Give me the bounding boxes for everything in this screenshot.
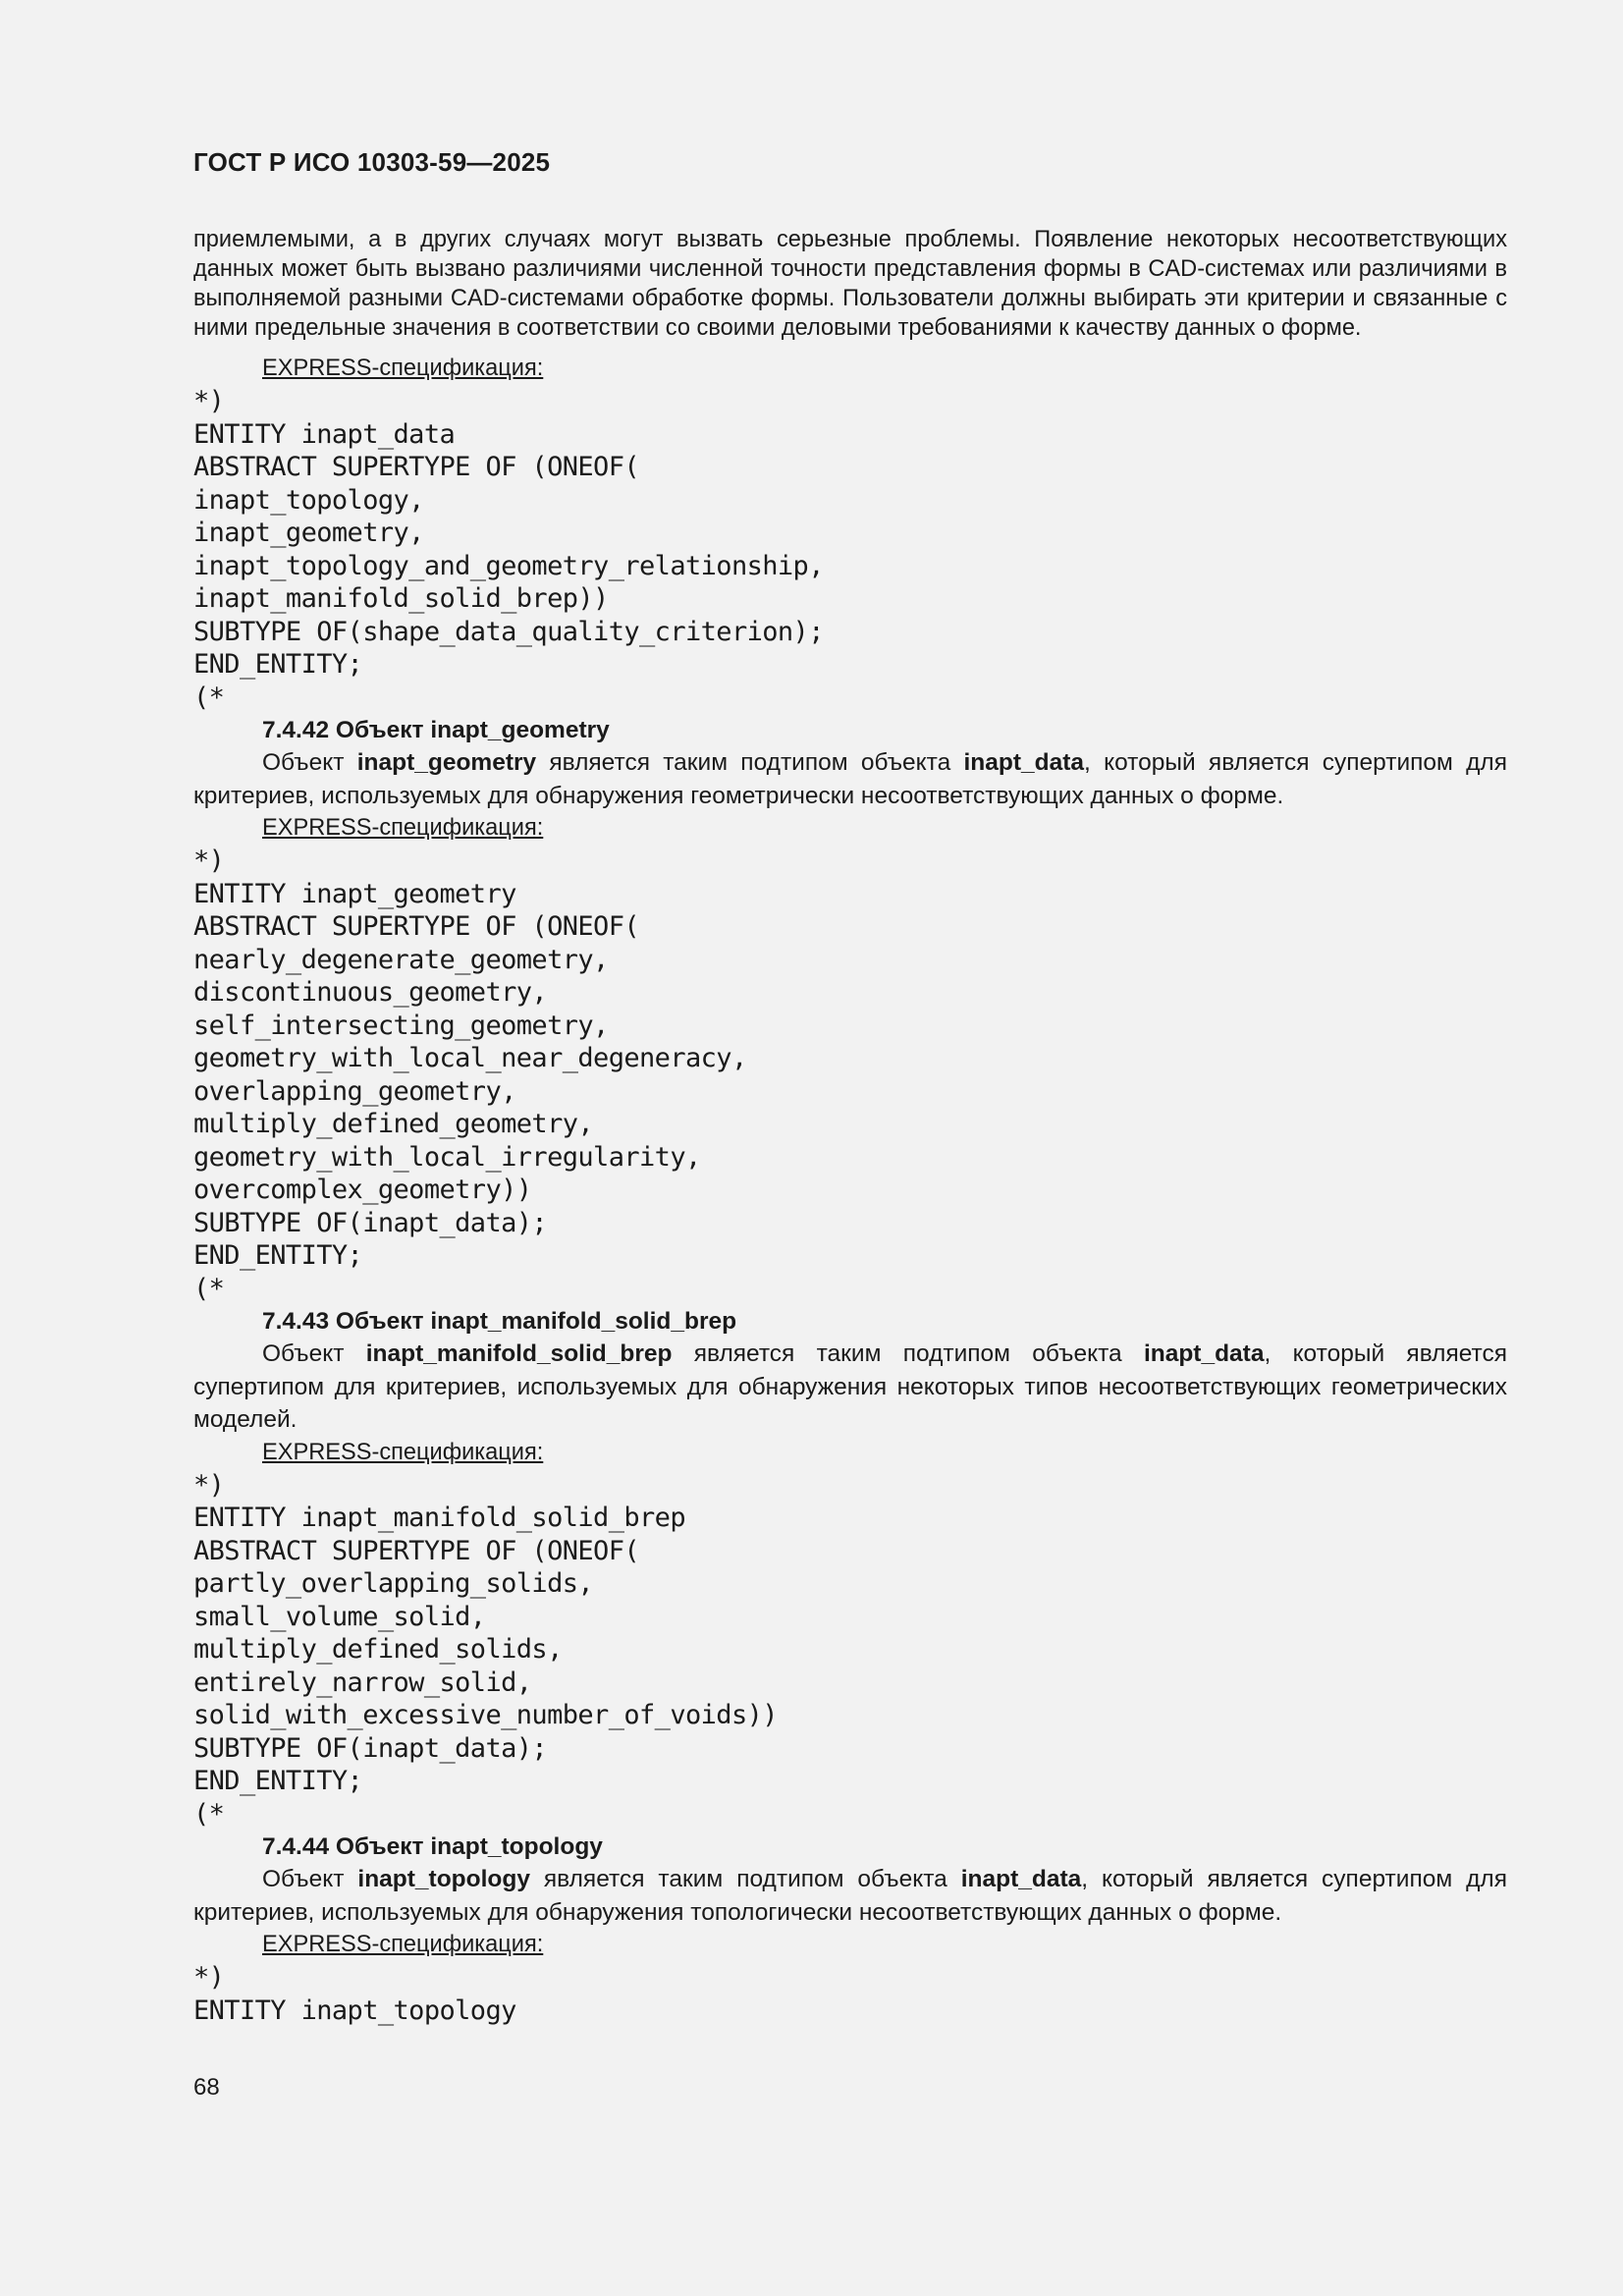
code-line: *) xyxy=(193,386,225,416)
code-line: (* xyxy=(193,1798,225,1830)
code-block-inapt-geometry xyxy=(193,845,1507,1305)
code-line: (* xyxy=(193,1273,225,1304)
code-line: discontinuous_geometry, xyxy=(193,977,548,1008)
code-line: *) xyxy=(193,1469,225,1501)
code-line: inapt_topology, xyxy=(193,484,424,516)
code-line: SUBTYPE OF(shape_data_quality_criterion); xyxy=(193,616,824,647)
code-line: *) xyxy=(193,1962,225,1993)
section-heading-7-4-44: 7.4.44 Объект inapt_topology xyxy=(262,1833,603,1860)
intro-paragraph: приемлемыми, а в других случаях могут вызвать серьезные проблемы. Появление некоторых несоответствующих данных может быть вызвано различиями численной точности представления формы в CAD-системах или различиями в выполняемой разными CAD-системами обработке формы. Пользователи должны выбирать эти критерии и связанные с ними предельные значения в соответствии со своими деловыми требованиями к качеству данных о форме. xyxy=(193,227,1507,341)
code-line: solid_with_excessive_number_of_voids)) xyxy=(193,1700,778,1730)
code-line: self_intersecting_geometry, xyxy=(193,1010,609,1041)
code-line: partly_overlapping_solids, xyxy=(193,1568,594,1599)
code-block-inapt-data xyxy=(193,385,1507,714)
code-line: ABSTRACT SUPERTYPE OF (ONEOF( xyxy=(193,1535,640,1566)
express-spec-label: EXPRESS-спецификация: xyxy=(262,355,544,381)
section-description-7-4-43: Объект inapt_manifold_solid_brep является таким подтипом объекта inapt_data, который является супертипом для критериев, используемых для обнаружения некоторых типов несоответствующих геометрических моделей. xyxy=(193,1340,1507,1433)
express-spec-label: EXPRESS-спецификация: xyxy=(262,1932,544,1957)
code-line: END_ENTITY; xyxy=(193,649,363,680)
code-line: ENTITY inapt_manifold_solid_brep xyxy=(193,1503,685,1533)
code-line: inapt_manifold_solid_brep)) xyxy=(193,583,609,614)
code-line: geometry_with_local_near_degeneracy, xyxy=(193,1043,747,1073)
code-line: overcomplex_geometry)) xyxy=(193,1175,532,1205)
page-content xyxy=(193,225,1507,2027)
section-heading-7-4-43: 7.4.43 Объект inapt_manifold_solid_brep xyxy=(262,1308,737,1335)
document-header: ГОСТ Р ИСО 10303-59—2025 xyxy=(193,147,551,177)
code-line: nearly_degenerate_geometry, xyxy=(193,944,609,975)
code-block-inapt-topology xyxy=(193,1961,1507,2027)
code-line: inapt_topology_and_geometry_relationship, xyxy=(193,550,824,581)
page-number: 68 xyxy=(193,2074,220,2101)
code-block-inapt-manifold-solid-brep xyxy=(193,1469,1507,1831)
section-heading-7-4-42: 7.4.42 Объект inapt_geometry xyxy=(262,717,610,743)
code-line: entirely_narrow_solid, xyxy=(193,1667,532,1698)
express-spec-label: EXPRESS-спецификация: xyxy=(262,815,544,841)
express-spec-label: EXPRESS-спецификация: xyxy=(262,1439,544,1465)
code-line: overlapping_geometry, xyxy=(193,1075,516,1107)
code-line: SUBTYPE OF(inapt_data); xyxy=(193,1732,548,1764)
code-line: multiply_defined_solids, xyxy=(193,1634,563,1665)
code-line: inapt_geometry, xyxy=(193,518,424,548)
code-line: ABSTRACT SUPERTYPE OF (ONEOF( xyxy=(193,911,640,942)
code-line: (* xyxy=(193,682,225,713)
code-line: ENTITY inapt_data xyxy=(193,418,456,450)
code-line: small_volume_solid, xyxy=(193,1601,486,1632)
code-line: ABSTRACT SUPERTYPE OF (ONEOF( xyxy=(193,452,640,482)
code-line: ENTITY inapt_topology xyxy=(193,1995,516,2026)
code-line: END_ENTITY; xyxy=(193,1766,363,1796)
code-line: geometry_with_local_irregularity, xyxy=(193,1141,701,1173)
section-description-7-4-44: Объект inapt_topology является таким подтипом объекта inapt_data, который является супертипом для критериев, используемых для обнаружения топологически несоответствующих данных о форме. xyxy=(193,1866,1507,1926)
section-description-7-4-42: Объект inapt_geometry является таким подтипом объекта inapt_data, который является супертипом для критериев, используемых для обнаружения геометрически несоответствующих данных о форме. xyxy=(193,749,1507,809)
code-line: SUBTYPE OF(inapt_data); xyxy=(193,1207,548,1238)
code-line: END_ENTITY; xyxy=(193,1240,363,1271)
code-line: *) xyxy=(193,846,225,876)
code-line: multiply_defined_geometry, xyxy=(193,1109,594,1139)
code-line: ENTITY inapt_geometry xyxy=(193,878,516,909)
